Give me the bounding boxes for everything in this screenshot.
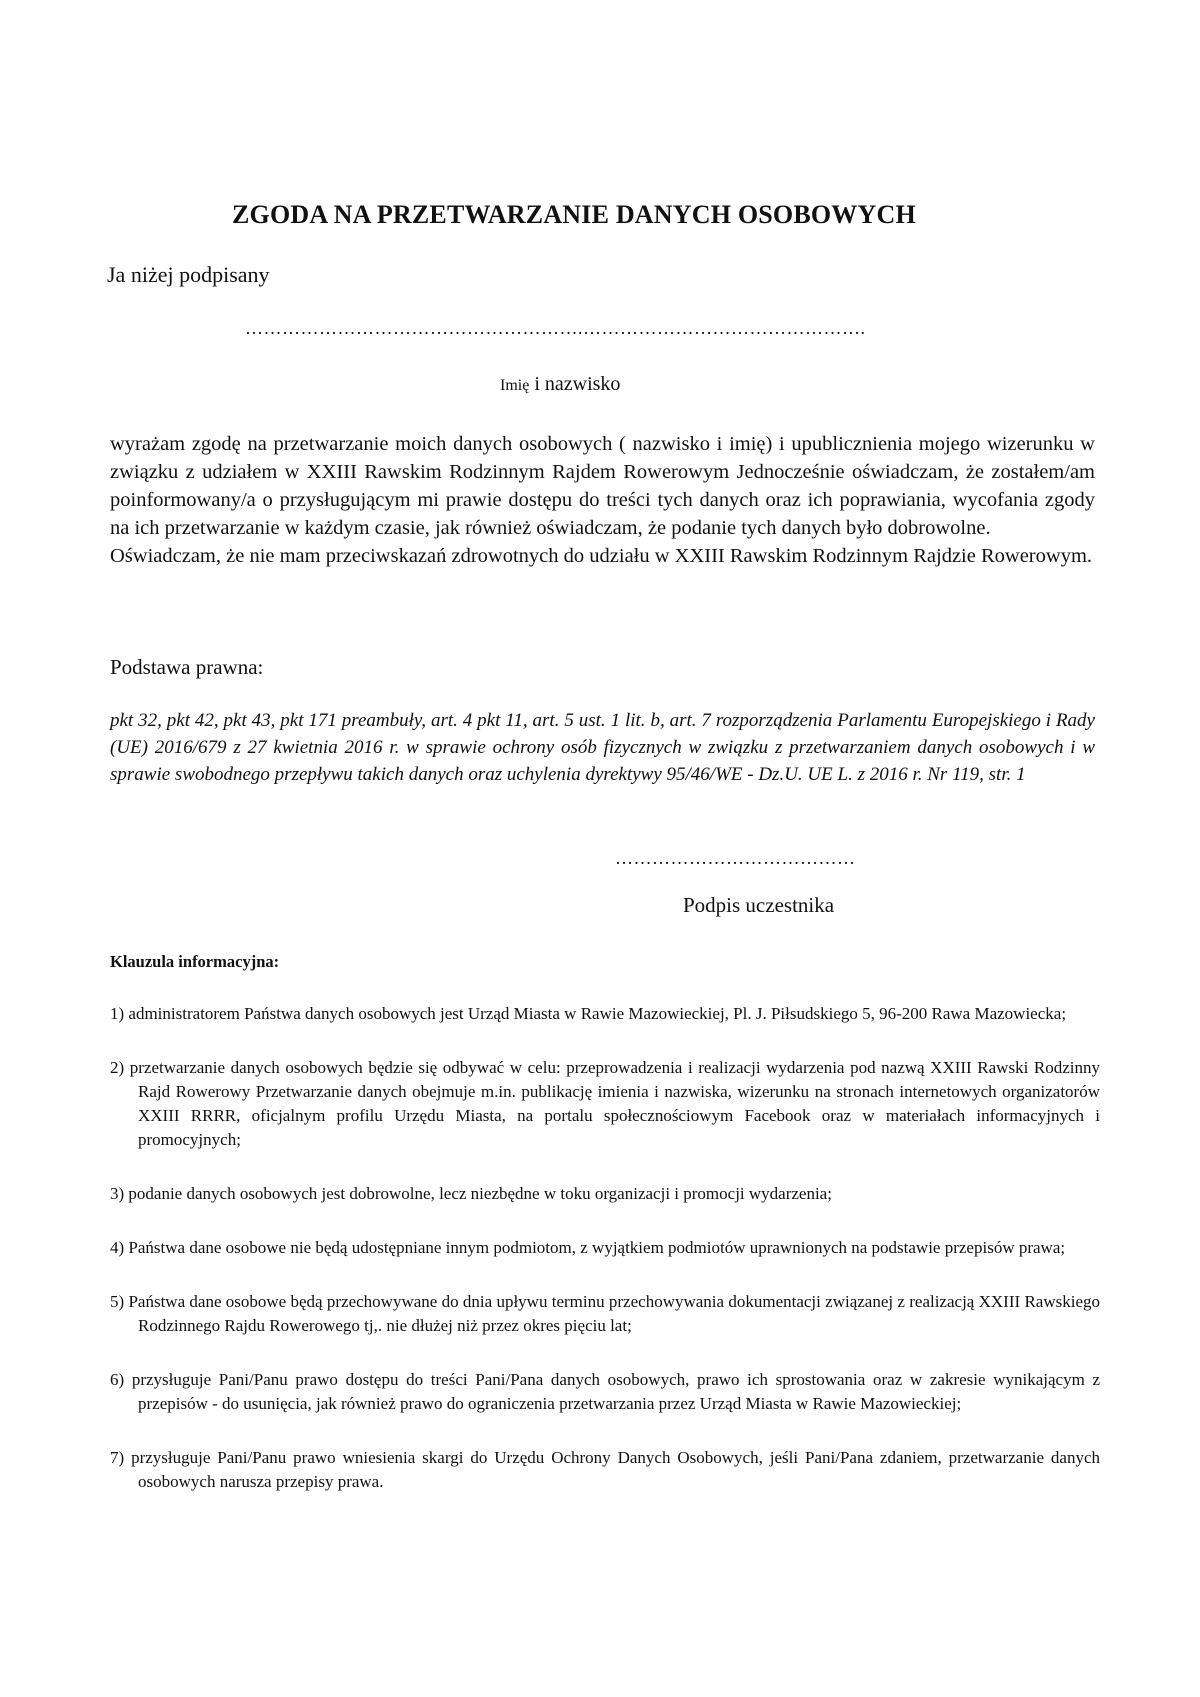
clause-item: 4) Państwa dane osobowe nie będą udostępniane innym podmiotom, z wyjątkiem podmiotów uprawnionych na podstawie przepisów prawa; bbox=[110, 1238, 1066, 1257]
signature-fill-line: ………………………………… bbox=[615, 848, 856, 868]
name-fill-line: ……………………………………………….………………………………………. bbox=[245, 318, 866, 338]
clause-item: 1) administratorem Państwa danych osobowych jest Urząd Miasta w Rawie Mazowieckiej, Pl. J. Piłsudskiego 5, 96-200 Rawa Mazowiecka; bbox=[110, 1004, 1067, 1023]
consent-paragraph: wyrażam zgodę na przetwarzanie moich danych osobowych ( nazwisko i imię) i upublicznienia mojego wizerunku w związku z udziałem w XXIII Rawskim Rodzinnym Rajdem Rowerowym Jednocześnie oświadczam, że zostałem/am poinformowany/a o przysługującym mi prawie dostępu do treści tych danych oraz ich poprawiania, wycofania zgody na ich przetwarzanie w każdym czasie, jak również oświadczam, że podanie tych danych było dobrowolne. bbox=[110, 433, 1095, 539]
document-title: ZGODA NA PRZETWARZANIE DANYCH OSOBOWYCH bbox=[232, 200, 916, 229]
legal-basis-heading: Podstawa prawna: bbox=[110, 655, 264, 679]
consent-statement bbox=[110, 430, 1095, 570]
intro-text: Ja niżej podpisany bbox=[107, 262, 270, 287]
info-clause-heading: Klauzula informacyjna: bbox=[110, 952, 280, 971]
clause-item: 3) podanie danych osobowych jest dobrowolne, lecz niezbędne w toku organizacji i promocji wydarzenia; bbox=[110, 1184, 832, 1203]
health-declaration: Oświadczam, że nie mam przeciwskazań zdrowotnych do udziału w XXIII Rawskim Rodzinnym Rajdzie Rowerowym. bbox=[110, 545, 1093, 567]
signature-label: Podpis uczestnika bbox=[683, 893, 835, 917]
name-label bbox=[500, 373, 620, 396]
name-label-first: Imię bbox=[500, 377, 530, 394]
clause-item: 5) Państwa dane osobowe będą przechowywane do dnia upływu terminu przechowywania dokumentacji związanej z realizacją XXIII Rawskiego Rodzinnego Rajdu Rowerowego tj,. nie dłużej niż przez okres pięciu lat; bbox=[110, 1292, 1100, 1335]
clause-item: 6) przysługuje Pani/Panu prawo dostępu do treści Pani/Pana danych osobowych, prawo ich sprostowania oraz w zakresie wynikającym z przepisów - do usunięcia, jak również prawo do ograniczenia przetwarzania przez Urząd Miasta w Rawie Mazowieckiej; bbox=[110, 1370, 1100, 1413]
info-clause-list bbox=[110, 1002, 1100, 1524]
legal-basis-text: pkt 32, pkt 42, pkt 43, pkt 171 preambuły, art. 4 pkt 11, art. 5 ust. 1 lit. b, art. 7 rozporządzenia Parlamentu Europejskiego i Rady (UE) 2016/679 z 27 kwietnia 2016 r. w sprawie ochrony osób fizycznych w związku z przetwarzaniem danych osobowych i w sprawie swobodnego przepływu takich danych oraz uchylenia dyrektywy 95/46/WE - Dz.U. UE L. z 2016 r. Nr 119, str. 1 bbox=[110, 710, 1095, 785]
name-label-rest: i nazwisko bbox=[529, 373, 621, 395]
clause-item: 7) przysługuje Pani/Panu prawo wniesienia skargi do Urzędu Ochrony Danych Osobowych, jeśli Pani/Pana zdaniem, przetwarzanie danych osobowych narusza przepisy prawa. bbox=[110, 1448, 1100, 1491]
clause-item: 2) przetwarzanie danych osobowych będzie się odbywać w celu: przeprowadzenia i realizacji wydarzenia pod nazwą XXIII Rawski Rodzinny Rajd Rowerowy Przetwarzanie danych obejmuje m.in. publikację imienia i nazwiska, wizerunku na stronach internetowych organizatorów XXIII RRRR, oficjalnym profilu Urzędu Miasta, na portalu społecznościowym Facebook oraz w materiałach informacyjnych i promocyjnych; bbox=[110, 1058, 1100, 1149]
